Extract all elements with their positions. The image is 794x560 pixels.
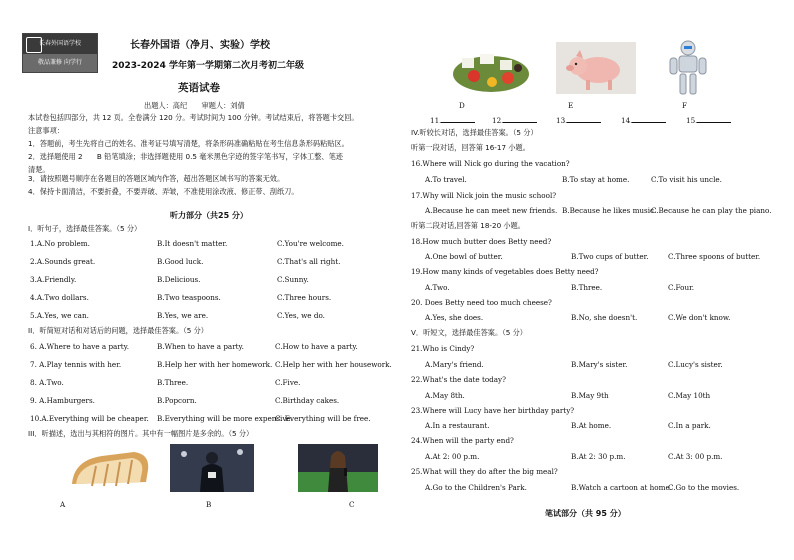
option: B.Help her with her homework. — [157, 360, 273, 369]
question: 16.Where will Nick go during the vacation? — [411, 159, 570, 168]
option: B.Everything will be more expensive. — [157, 414, 293, 423]
option: B.May 9th — [571, 391, 609, 400]
authors: 出题人：高纪 审题人：刘倩 — [144, 101, 245, 110]
option: C.That's all right. — [277, 257, 341, 266]
section-title: II．听简短对话和对话后的问题，选择最佳答案。（5 分） — [28, 326, 208, 335]
option: B.Two teaspoons. — [157, 293, 221, 302]
option: C.Five. — [275, 378, 301, 387]
option: C.Help her with her housework. — [275, 360, 392, 369]
answer-blank[interactable] — [686, 115, 731, 125]
logo-motto: 敬品兼修 向学行 — [23, 54, 97, 72]
answer-blank[interactable] — [556, 115, 601, 125]
logo-name: 长春外国语学校 — [23, 34, 97, 54]
option: C.Sunny. — [277, 275, 309, 284]
answer-blank[interactable] — [430, 115, 475, 125]
option: B.When to have a party. — [157, 342, 244, 351]
option: A.Two. — [425, 283, 450, 292]
question: 25.What will they do after the big meal? — [411, 467, 558, 476]
instruction-line: 注意事项： — [28, 126, 64, 135]
option: B.Because he likes music. — [562, 206, 657, 215]
blank-number: 15. — [686, 116, 698, 125]
instruction-line: 2．选择题使用 2 B 铅笔填涂；非选择题使用 0.5 毫米黑色字迹的签字笔书写，字体工整、笔迹 — [28, 152, 343, 161]
option: A.One bowl of butter. — [425, 252, 503, 261]
option: C.How to have a party. — [275, 342, 358, 351]
blank-number: 13. — [556, 116, 568, 125]
subject-title: 英语试卷 — [178, 82, 220, 94]
picture-label: B — [206, 500, 212, 509]
blank-line[interactable] — [567, 115, 601, 123]
option: B.Yes, we are. — [157, 311, 209, 320]
option: A.Mary's friend. — [425, 360, 484, 369]
robot-image — [664, 38, 712, 96]
option: 1.A.No problem. — [30, 239, 90, 248]
option: B.Two cups of butter. — [571, 252, 649, 261]
instruction-line: 4．保持卡面清洁，不要折叠，不要弄破、弄皱，不准使用涂改液、修正带、刮纸刀。 — [28, 187, 299, 196]
option: C.At 3: 00 p.m. — [668, 452, 723, 461]
option: 5.A.Yes, we can. — [30, 311, 89, 320]
option: C.Yes, we do. — [277, 311, 325, 320]
option: B.Good luck. — [157, 257, 204, 266]
instruction-line: 1．答题前，考生先将自己的姓名、准考证号填写清楚，将条形码准确粘贴在考生信息条形码粘贴区。 — [28, 139, 349, 148]
option: 4.A.Two dollars. — [30, 293, 89, 302]
section-title: III．听描述，选出与其相符的图片。其中有一幅图片是多余的。（5 分） — [28, 429, 254, 438]
option: B.Mary's sister. — [571, 360, 628, 369]
option: B.Delicious. — [157, 275, 201, 284]
option: A.To travel. — [425, 175, 467, 184]
picture-label: C — [349, 500, 355, 509]
option: 3.A.Friendly. — [30, 275, 77, 284]
option: A.Yes, she does. — [425, 313, 484, 322]
option: 9. A.Hamburgers. — [30, 396, 95, 405]
option: 7. A.Play tennis with her. — [30, 360, 122, 369]
school-logo — [22, 33, 98, 73]
answer-blank[interactable] — [621, 115, 666, 125]
option: 8. A.Two. — [30, 378, 64, 387]
question: 17.Why will Nick join the music school? — [411, 191, 557, 200]
section-title: IV.听较长对话，选择最佳答案。（5 分） — [411, 128, 538, 137]
blank-line[interactable] — [632, 115, 666, 123]
blank-line[interactable] — [697, 115, 731, 123]
option: A.Because he can meet new friends. — [425, 206, 558, 215]
option: B.Watch a cartoon at home. — [571, 483, 672, 492]
option: C.Three spoons of butter. — [668, 252, 761, 261]
option: C.Four. — [668, 283, 695, 292]
question: 23.Where will Lucy have her birthday party? — [411, 406, 575, 415]
bread-image — [62, 444, 156, 492]
question: 20. Does Betty need too much cheese? — [411, 298, 552, 307]
option: C.You're welcome. — [277, 239, 344, 248]
option: B.At home. — [571, 421, 612, 430]
option: 10.A.Everything will be cheaper. — [30, 414, 149, 423]
option: C.We don't know. — [668, 313, 731, 322]
option: C.Go to the movies. — [668, 483, 740, 492]
term-title: 2023-2024 学年第一学期第二次月考初二年级 — [112, 61, 304, 71]
option: B.To stay at home. — [562, 175, 630, 184]
picture-label: E — [568, 101, 574, 110]
blank-number: 14. — [621, 116, 633, 125]
option: 2.A.Sounds great. — [30, 257, 96, 266]
question: 21.Who is Cindy? — [411, 344, 475, 353]
reporter-image — [298, 444, 378, 492]
question: 22.What's the date today? — [411, 375, 506, 384]
option: A.Go to the Children's Park. — [425, 483, 527, 492]
option: C.Because he can play the piano. — [651, 206, 772, 215]
blank-number: 11. — [430, 116, 442, 125]
writing-title: 笔试部分（共 95 分） — [545, 509, 626, 518]
sub-instruction: 听第一段对话，回答第 16-17 小题。 — [411, 143, 530, 152]
blank-line[interactable] — [441, 115, 475, 123]
option: C.May 10th — [668, 391, 711, 400]
section-title: V．听短文，选择最佳答案。（5 分） — [411, 328, 527, 337]
police-officer-image — [170, 444, 254, 492]
option: B.Three. — [157, 378, 189, 387]
sub-instruction: 听第二段对话,回答第 18-20 小题。 — [411, 221, 525, 230]
picture-label: D — [459, 101, 465, 110]
instruction-line: 清楚。 — [28, 165, 50, 174]
option: B.It doesn't matter. — [157, 239, 228, 248]
option: B.Popcorn. — [157, 396, 197, 405]
option: C. Everything will be free. — [275, 414, 371, 423]
option: 6. A.Where to have a party. — [30, 342, 130, 351]
section-title: I．听句子，选择最佳答案。（5 分） — [28, 224, 142, 233]
blank-line[interactable] — [503, 115, 537, 123]
question: 24.When will the party end? — [411, 436, 514, 445]
option: C.To visit his uncle. — [651, 175, 722, 184]
school-name: 长春外国语（净月、实验）学校 — [130, 40, 270, 51]
option: C.Three hours. — [277, 293, 332, 302]
blank-number: 12. — [492, 116, 504, 125]
option: C.In a park. — [668, 421, 711, 430]
option: C.Birthday cakes. — [275, 396, 340, 405]
option: B.Three. — [571, 283, 603, 292]
option: A.At 2: 00 p.m. — [425, 452, 480, 461]
option: A.In a restaurant. — [425, 421, 490, 430]
answer-blank[interactable] — [492, 115, 537, 125]
picture-label: F — [682, 101, 687, 110]
instruction-line: 3．请按照题号顺序在各题目的答题区域内作答，超出答题区域书写的答案无效。 — [28, 174, 285, 183]
listening-title: 听力部分（共25 分） — [170, 211, 248, 220]
salad-image — [450, 42, 532, 94]
question: 19.How many kinds of vegetables does Betty need? — [411, 267, 599, 276]
logo-emblem-icon — [26, 37, 42, 53]
option: B.At 2: 30 p.m. — [571, 452, 626, 461]
pig-image — [556, 42, 636, 94]
instruction-line: 本试卷包括四部分，共 12 页。全卷满分 120 分。考试时间为 100 分钟。考试结束后，将答题卡交回。 — [28, 113, 359, 122]
option: B.No, she doesn't. — [571, 313, 638, 322]
option: A.May 8th. — [425, 391, 465, 400]
option: C.Lucy's sister. — [668, 360, 723, 369]
picture-label: A — [60, 500, 66, 509]
question: 18.How much butter does Betty need? — [411, 237, 552, 246]
